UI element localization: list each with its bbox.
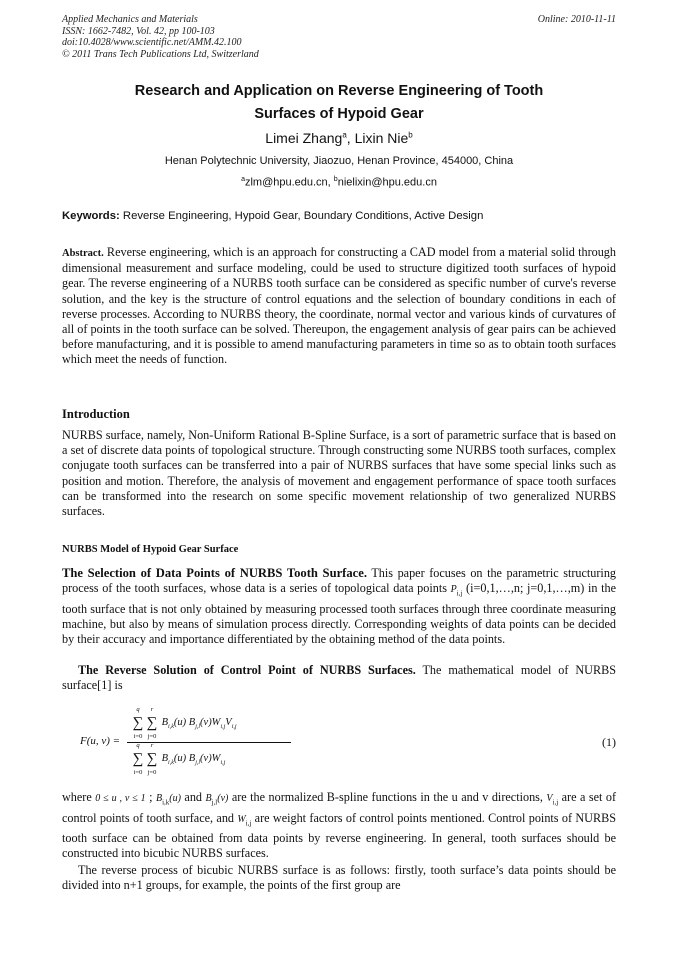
author-2-mark: b — [408, 130, 413, 140]
where-text: are the normalized B-spline functions in the u and v directions, — [228, 790, 547, 804]
equation-denominator — [131, 742, 226, 776]
keywords-label: Keywords: — [62, 210, 120, 222]
math-v: V — [546, 793, 553, 804]
keywords-text: Reverse Engineering, Hypoid Gear, Boundary Conditions, Active Design — [119, 210, 484, 222]
where-text: ; — [145, 790, 156, 804]
email-b-mark: b — [333, 176, 338, 183]
term: (u) B — [173, 717, 196, 728]
math-sub: i,k — [162, 798, 170, 807]
sum-symbol: ∑ r j=0 — [146, 742, 158, 776]
email-a: zlm@hpu.edu.cn, — [244, 176, 334, 189]
selection-text-b: (i=0,1,…,n; j=0,1,…,m) in the tooth surface that is not only obtained by measuring processed tooth surfaces through three coordinate measuring machine, but also by means of simulation process directly. Corresponding weights of data points can be decided by their accuracy and importance differentiated by the obtaining method of the data points. — [62, 581, 616, 647]
numerator-terms — [162, 710, 237, 740]
math-range: 0 ≤ u , v ≤ 1 — [95, 793, 146, 804]
where-paragraph — [62, 790, 616, 862]
math-sub: i,j — [552, 798, 559, 807]
introduction-heading: Introduction — [62, 407, 130, 421]
where-text: are a set of control points of tooth surface, and — [62, 790, 616, 825]
keywords — [62, 210, 616, 222]
journal-copyright: © 2011 Trans Tech Publications Ltd, Switzerland — [62, 48, 259, 60]
journal-header — [62, 14, 616, 60]
sum-bottom-i: i=0 — [133, 733, 143, 740]
reverse-run-in: The Reverse Solution of Control Point of NURBS Surfaces. — [78, 663, 416, 677]
title-line-2: Surfaces of Hypoid Gear — [254, 106, 424, 122]
online-date: Online: 2010-11-11 — [537, 14, 616, 25]
term-sub: i,j — [220, 760, 226, 767]
abstract-label: Abstract. — [62, 248, 104, 259]
introduction-text: NURBS surface, namely, Non-Uniform Rational B-Spline Surface, is a sort of parametric surface that is based on a set of discrete data points of topological structure. Through constructing some NURBS tooth surfaces, complex conjugate tooth surfaces can be transferred into a pair of NURBS surfaces that have some special links such as position and motion. Therefore, the analysis of movement and engagement performance of space tooth surfaces can be transformed into the research on some specific movement relationship of two generalized NURBS surfaces. — [62, 428, 616, 519]
term-sub: i,k — [168, 724, 174, 731]
term-sub: i,k — [168, 760, 174, 767]
where-text: are weight factors of control points mentioned. Control points of NURBS tooth surface can be obtained from data points by reverse engineering. In general, tooth surfaces should be constructed into bicubic NURBS surfaces. — [62, 810, 617, 861]
sum-bottom-j: j=0 — [147, 769, 157, 776]
term: (v)W — [200, 717, 221, 728]
term: V — [225, 717, 232, 728]
math-arg: (v) — [217, 793, 229, 804]
term-sub: i,j — [220, 724, 226, 731]
reverse-paragraph — [62, 663, 616, 693]
term-sub: i,j — [231, 724, 237, 731]
sum-top-j: r — [150, 742, 154, 749]
author-1: Limei Zhang — [265, 130, 343, 146]
email-a-mark: a — [241, 176, 245, 183]
sum-top-j: r — [150, 706, 154, 713]
p-symbol: P — [450, 584, 457, 596]
math-b: B — [205, 793, 212, 804]
term: B — [161, 753, 169, 764]
sum-bottom-j: j=0 — [147, 733, 157, 740]
reverse-text: The mathematical model of NURBS surface[1] is — [62, 663, 616, 693]
selection-paragraph — [62, 566, 616, 647]
sum-top-i: q — [136, 706, 140, 713]
where-text: and — [180, 790, 206, 804]
sum-symbol: ∑ q i=0 — [132, 742, 144, 776]
math-w: W — [237, 813, 246, 825]
abstract-text: Reverse engineering, which is an approach for constructing a CAD model from a material solid through dimensional measurement and surface modeling, could be used to structure digitized tooth surfaces of hypoid gear. The reverse engineering of a NURBS tooth surface can be considered as specific number of curve's reverse solution, and the key is the structure of control equations and the selection of boundary conditions in each of reverse processes. According to NURBS theory, the coordinate, normal vector and various kinds of curvatures of all of points in the tooth surface can be solved. Thereupon, the engagement analysis of gear pairs can be achieved before manufacturing, and it is possible to amend manufacturing parameters in time so as to obtain tooth surfaces which meet the needs of function. — [62, 245, 616, 367]
sum-symbol: ∑ r j=0 — [146, 706, 158, 740]
math-sub: j,l — [211, 798, 218, 807]
author-separator: , — [346, 130, 355, 146]
journal-name: Applied Mechanics and Materials — [62, 14, 198, 25]
term: B — [161, 717, 169, 728]
email-b: nielixin@hpu.edu.cn — [337, 176, 437, 189]
sum-bottom-i: i=0 — [133, 769, 143, 776]
author-2: Lixin Nie — [354, 130, 409, 146]
math-sub: i,j — [245, 819, 252, 828]
selection-text-a: This paper focuses on the parametric structuring process of the tooth surfaces, whose data is a series of topological data points — [62, 566, 617, 596]
math-b: B — [155, 793, 163, 804]
denominator-terms — [162, 746, 226, 776]
affiliation: Henan Polytechnic University, Jiaozuo, Henan Province, 454000, China — [164, 155, 514, 167]
journal-issn: ISSN: 1662-7482, Vol. 42, pp 100-103 — [62, 25, 215, 37]
authors — [62, 130, 616, 146]
where-text: where — [62, 790, 96, 804]
bicubic-paragraph: The reverse process of bicubic NURBS surface is as follows: firstly, tooth surface’s data points should be divided into n+1 groups, for example, the points of the first group are — [62, 863, 616, 893]
author-1-mark: a — [342, 130, 347, 140]
equation-numerator — [131, 706, 237, 740]
term-sub: j,l — [195, 760, 201, 767]
math-arg: (u) — [169, 793, 181, 804]
title-line-1: Research and Application on Reverse Engineering of Tooth — [134, 83, 544, 99]
term: (v)W — [200, 753, 221, 764]
paper-title — [62, 80, 616, 126]
journal-doi: doi:10.4028/www.scientific.net/AMM.42.100 — [62, 37, 242, 48]
abstract — [62, 245, 616, 368]
equation-number: (1) — [602, 735, 616, 749]
term-sub: j,l — [195, 724, 201, 731]
term: (u) B — [173, 753, 196, 764]
equation-fraction — [125, 706, 325, 778]
emails — [62, 176, 616, 189]
sum-symbol: ∑ q i=0 — [132, 706, 144, 740]
equation-1 — [80, 706, 616, 778]
p-subscript: i,j — [456, 589, 463, 598]
section-heading: NURBS Model of Hypoid Gear Surface — [62, 544, 239, 555]
sum-top-i: q — [136, 742, 140, 749]
selection-run-in: The Selection of Data Points of NURBS Tooth Surface. — [62, 566, 367, 580]
equation-lhs: F(u, v) = — [80, 735, 121, 747]
